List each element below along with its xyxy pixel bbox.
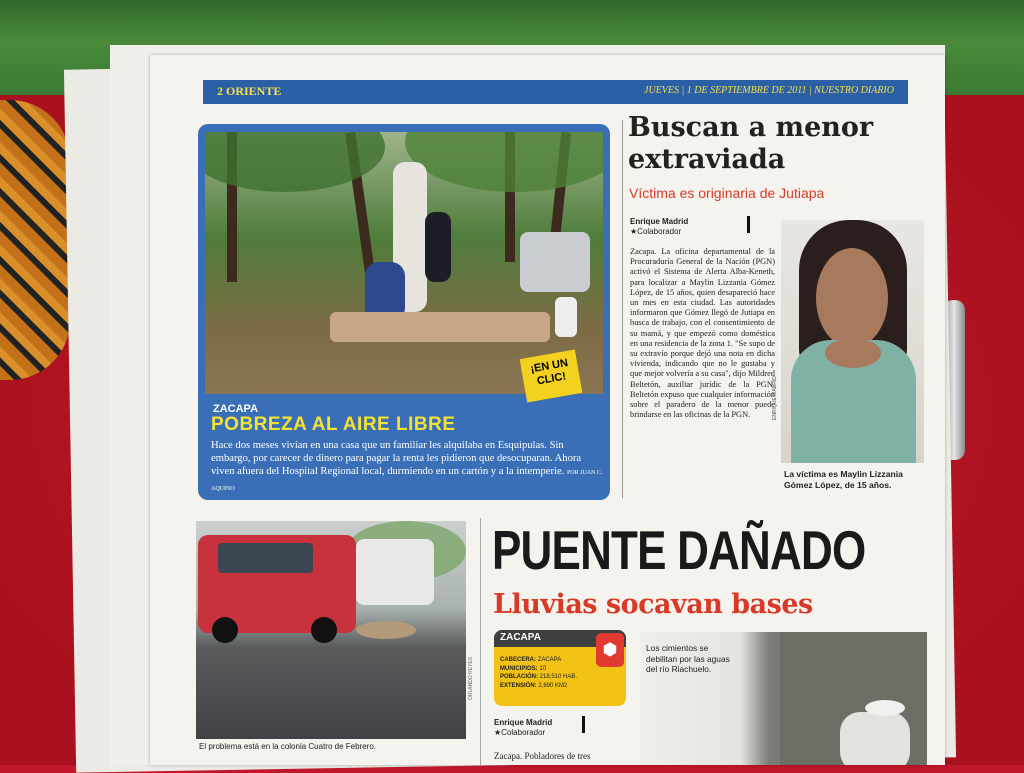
missing-girl-byline [630,217,688,237]
street-photo-credit: ORLANDO REYES [468,656,474,700]
photo-story-kicker: ZACAPA [213,403,259,415]
missing-girl-portrait [781,220,924,463]
section-header-band [203,80,908,104]
street-photo-caption: El problema está en la colonia Cuatro de Febrero. [199,742,376,751]
missing-girl-headline: Buscan a menor extraviada [628,112,874,175]
photo-story-headline: POBREZA AL AIRE LIBRE [211,414,456,435]
street-vehicles-photo [196,521,466,739]
portrait-caption: La víctima es Maylin Lizzania Gómez López, de 15 años. [784,469,903,490]
guatemala-map-icon: ⬢ [596,633,624,667]
bridge-byline [494,718,552,738]
infobox-row: MUNICIPIOS: 10 [500,665,547,672]
author-role: ★Colaborador [630,227,682,236]
column-rule [622,120,623,498]
infobox-list [500,656,577,690]
photo-story-text: Hace dos meses vivían en una casa que un familiar les alquilaba en Esquipulas. Sin embargo, por carecer de dinero para pagar la renta les pidieron que desocuparan. Ahora viven afuera del Hospital Regional local, durmiendo en un cartón y a la intemperie. [211,440,582,478]
bridge-photo-caption: Los cimientos se debilitan por las aguas del río Riachuelo. [646,643,730,674]
ornament-decoration [0,100,70,380]
photo-story-body [211,439,603,496]
byline-bar [582,716,585,733]
bridge-headline: PUENTE DAÑADO [492,519,866,581]
author-role: ★Colaborador [494,728,546,737]
byline-bar [747,216,750,233]
en-un-clic-badge: ¡EN UN CLIC! [520,349,583,402]
infobox-row: EXTENSIÓN: 2,690 KM2 [500,682,568,689]
author-name: Enrique Madrid [494,718,553,727]
infobox-row: CABECERA: ZACAPA [500,657,562,663]
infobox-row: POBLACIÓN: 218,510 HAB. [500,674,578,680]
photo-story-byline: POR JUAN C. AQUINO [211,470,603,492]
column-rule-bottom [480,518,481,765]
author-name: Enrique Madrid [630,217,689,226]
missing-girl-subhead: Víctima es originaria de Jutiapa [629,185,825,201]
missing-girl-body: Zacapa. La oficina departamental de la Procuraduría General de la Nación (PGN) activó el Sistema de Alerta Alba-Keneth, para localizar a Maylin Lizzania Gómez López, de 15 años, quien desapareció hace un mes en esta ciudad. Las autoridades informaron que Gómez llegó de Jutiapa en busca de trabajo, con el consentimiento de su mamá, y que empezó como doméstica en una residencia de la zona 1. "Se supo de su extravío porque dejó una nota en dicha vivienda, indicando que no le gustaba y que mejor volvería a su casa", dijo Mildred Beltetón, auxiliar jurídic de la PGN. Beltetón expuso que cualquier información sobre el paradero de la menor puede brindarse en las oficinas de la PGN. [630,247,775,420]
issue-date: JUEVES | 1 DE SEPTIEMBRE DE 2011 | NUESTRO DIARIO [644,85,894,96]
bridge-body-start: Zacapa. Pobladores de tres [494,751,591,761]
bridge-subhead: Lluvias socavan bases [493,589,813,620]
portrait-credit: ENRIQUE MADRID [772,376,778,420]
infobox-title: ZACAPA [500,632,541,643]
section-name: 2 ORIENTE [217,84,282,98]
